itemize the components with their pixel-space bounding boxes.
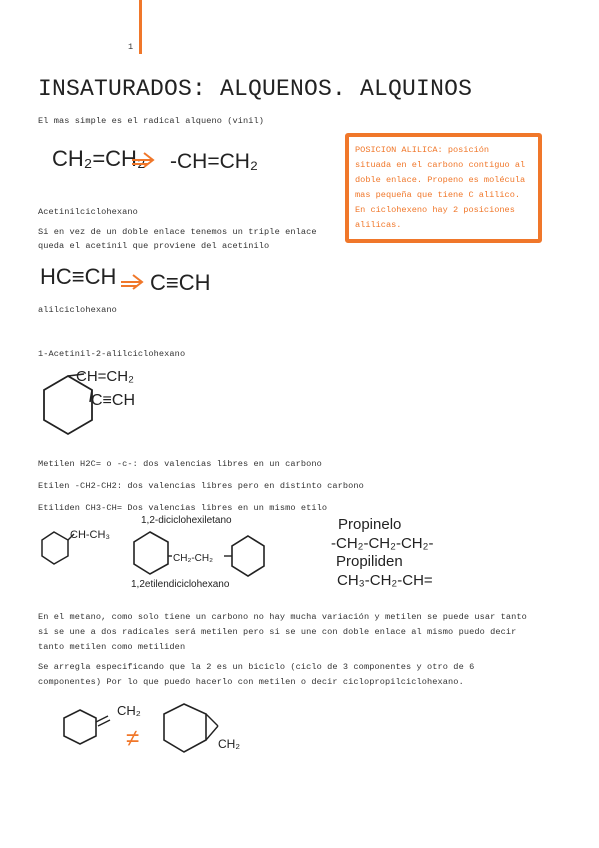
struct1-sub2: C≡CH [91, 392, 135, 409]
eq2-right: C≡CH [150, 270, 211, 295]
callout-text: POSICION ALILICA: posición situada en el carbono contiguo al doble enlace. Propeno es molécula mas pequeña que tiene C alilico. En ciclohexeno hay 2 posiciones alilicas. [355, 145, 526, 230]
alil-name: alilciclohexano [38, 305, 117, 315]
page-title: INSATURADOS: ALQUENOS. ALQUINOS [38, 76, 473, 102]
allylic-position-callout [345, 133, 542, 243]
para2-line2: componentes) Por lo que puedo hacerlo con metilen o decir ciclopropilciclohexano. [38, 677, 464, 687]
propinelo-line4: CH₃-CH₂-CH= [337, 572, 433, 589]
acetinil-name: Acetinilciclohexano [38, 207, 138, 217]
struct2-bridge: CH₂-CH₂ [173, 553, 213, 564]
propinelo-line3: Propiliden [336, 553, 403, 570]
eq1-left: CH₂=CH₂ [52, 146, 146, 171]
triple-text-line2: queda el acetinil que proviene del acetinilo [38, 241, 270, 251]
para1-line2: si se une a dos radicales será metilen pero si se une con doble enlace al mismo puedo decir [38, 627, 517, 637]
margin-line [139, 0, 142, 54]
struct2-sub: CH-CH₃ [70, 529, 110, 541]
eq1-right: -CH=CH₂ [170, 150, 259, 173]
triple-text-line1: Si en vez de un doble enlace tenemos un triple enlace [38, 227, 317, 237]
page-number: 1 [128, 42, 134, 52]
para2-line1: Se arregla especificando que la 2 es un biciclo (ciclo de 3 componentes y otro de 6 [38, 662, 475, 672]
struct3-left-sub: CH₂ [117, 703, 141, 718]
metilen-text: Metilen H2C= o -c-: dos valencias libres en un carbono [38, 459, 322, 469]
compound-name: 1-Acetinil-2-alilciclohexano [38, 349, 186, 359]
propinelo-line1: Propinelo [338, 516, 402, 533]
methylene-cyclohexane-structure [60, 706, 120, 754]
struct3-right-sub: CH₂ [218, 737, 240, 751]
intro-text: El mas simple es el radical alqueno (vinil) [38, 116, 265, 126]
struct2-top-label: 1,2-diciclohexiletano [141, 515, 232, 526]
not-equal-sign: ≠ [126, 725, 140, 752]
eq2-left: HC≡CH [40, 264, 117, 289]
struct1-sub1: CH=CH₂ [76, 368, 134, 385]
struct2-bottom-label: 1,2etilendiciclohexano [131, 579, 230, 590]
bicyclo-structure [160, 700, 240, 764]
para1-line1: En el metano, como solo tiene un carbono no hay mucha variación y metilen se puede usar tanto [38, 612, 527, 622]
propinelo-line2: -CH₂-CH₂-CH₂- [331, 535, 434, 552]
etilen-text: Etilen -CH2-CH2: dos valencias libres pero en distinto carbono [38, 481, 364, 491]
arrow-icon [130, 150, 156, 174]
para1-line3: tanto metilen como metiliden [38, 642, 186, 652]
etiliden-text: Etiliden CH3-CH= Dos valencias libres en un mismo etilo [38, 503, 328, 513]
arrow-icon [119, 272, 145, 296]
